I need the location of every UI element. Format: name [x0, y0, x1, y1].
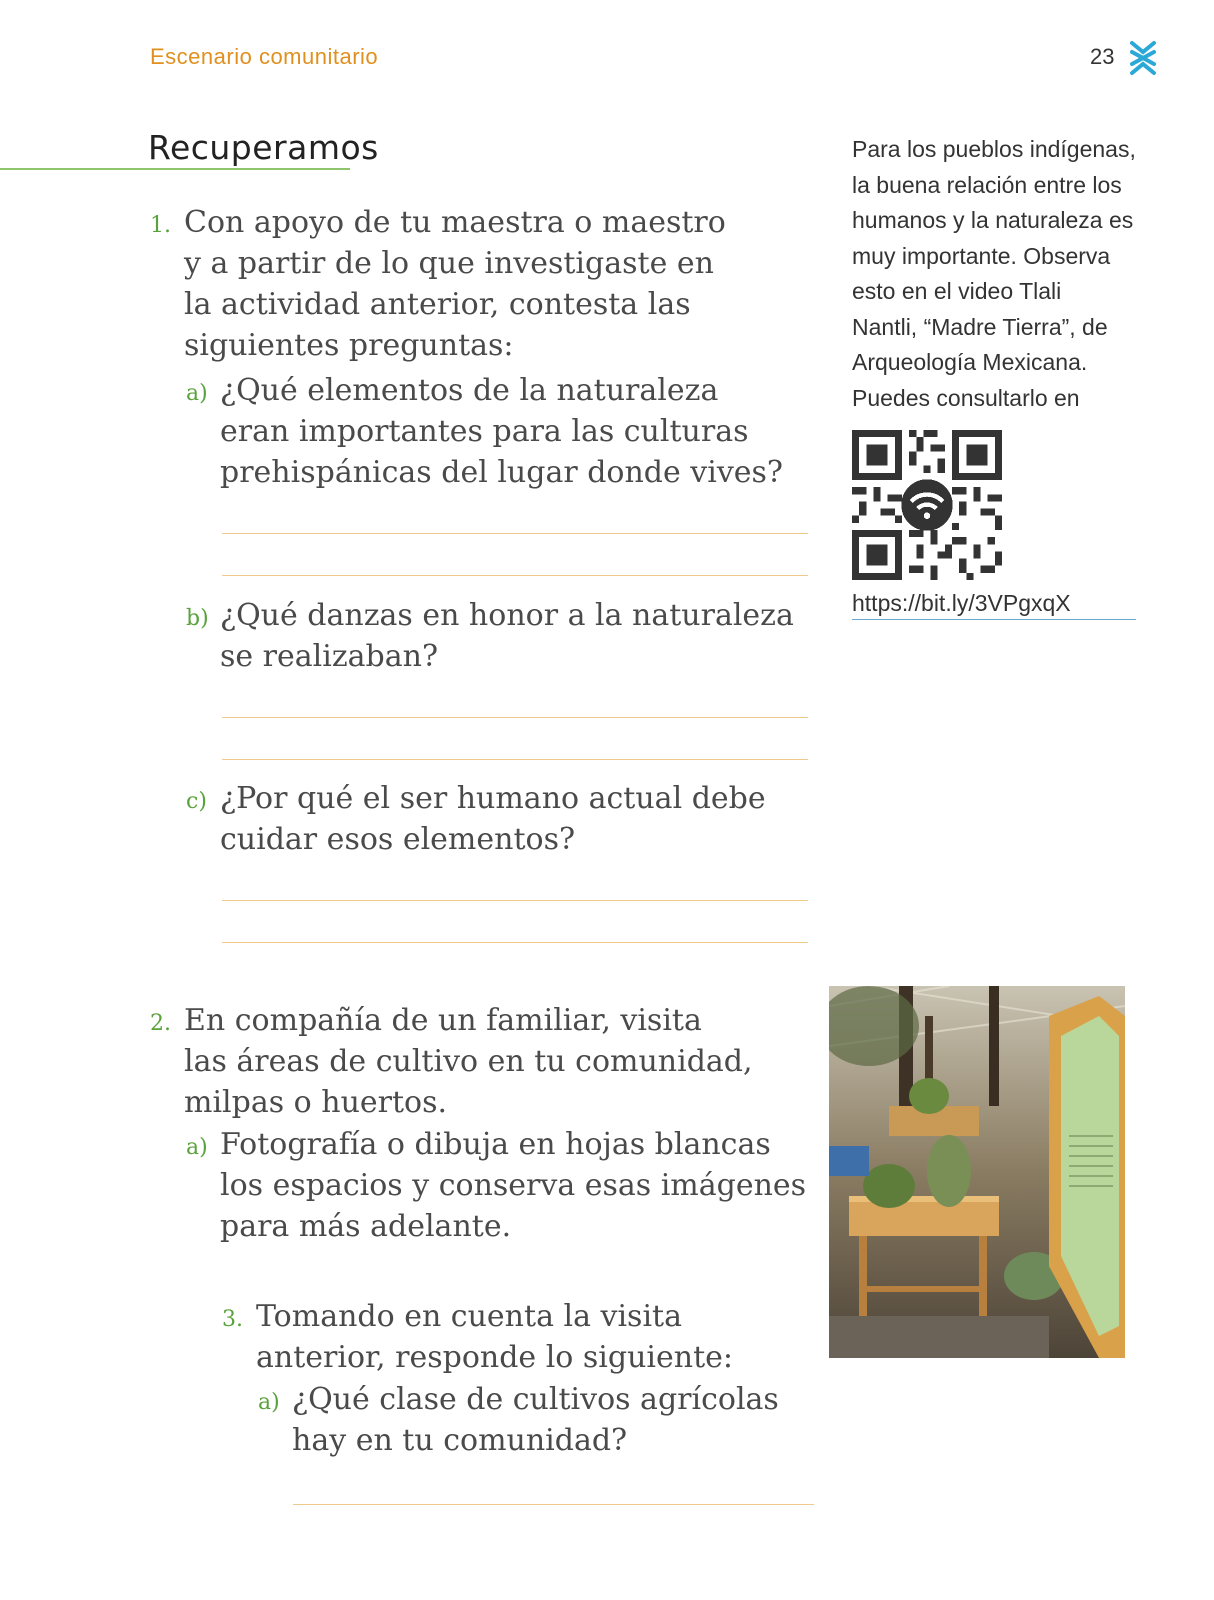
question-line: anterior, responde lo siguiente:	[256, 1340, 733, 1375]
question-line: los espacios y conserva esas imágenes	[220, 1168, 807, 1203]
sidebar-line: Puedes consultarlo en	[852, 384, 1080, 411]
question-line: Fotografía o dibuja en hojas blancas	[220, 1127, 771, 1162]
question-line: ¿Qué danzas en honor a la naturaleza	[220, 598, 794, 633]
answer-line[interactable]	[222, 717, 808, 718]
question-1-text	[184, 202, 726, 366]
link-underline	[852, 619, 1136, 620]
answer-line[interactable]	[293, 1504, 814, 1505]
question-line: y a partir de lo que investigaste en	[184, 246, 714, 281]
wifi-icon	[901, 479, 952, 530]
item-letter: a)	[186, 381, 208, 406]
sidebar-note	[852, 132, 1152, 416]
question-3-text	[256, 1296, 733, 1378]
question-line: En compañía de un familiar, visita	[184, 1003, 702, 1038]
question-line: ¿Qué elementos de la naturaleza	[220, 373, 719, 408]
question-line: Tomando en cuenta la visita	[256, 1299, 682, 1334]
sidebar-line: esto en el video Tlali	[852, 278, 1062, 304]
answer-line[interactable]	[222, 900, 808, 901]
question-line: se realizaban?	[220, 639, 439, 674]
question-3a-text	[292, 1379, 779, 1461]
question-line: hay en tu comunidad?	[292, 1423, 628, 1458]
item-letter: b)	[186, 606, 209, 631]
sidebar-line: Nantli, “Madre Tierra”, de	[852, 313, 1108, 340]
question-1b-text	[220, 595, 794, 677]
question-line: Con apoyo de tu maestra o maestro	[184, 205, 726, 240]
page-number: 23	[1090, 44, 1115, 69]
answer-line[interactable]	[222, 575, 808, 576]
question-line: siguientes preguntas:	[184, 328, 514, 363]
title-underline	[0, 168, 350, 170]
sidebar-line: muy importante. Observa	[852, 242, 1111, 269]
question-line: milpas o huertos.	[184, 1085, 448, 1120]
question-3-number: 3.	[222, 1307, 243, 1332]
sidebar-line: humanos y la naturaleza es	[852, 207, 1134, 233]
section-title: Recuperamos	[148, 128, 379, 167]
question-2-number: 2.	[150, 1011, 171, 1036]
item-letter: a)	[258, 1390, 280, 1415]
question-line: la actividad anterior, contesta las	[184, 287, 691, 322]
question-1c-text	[220, 778, 766, 860]
answer-line[interactable]	[222, 942, 808, 943]
question-line: para más adelante.	[220, 1209, 512, 1244]
header-label: Escenario comunitario	[150, 44, 379, 69]
question-1-number-wrap	[150, 202, 171, 246]
question-1a-text	[220, 370, 783, 493]
question-1-number: 1.	[150, 213, 171, 238]
item-letter: a)	[186, 1135, 208, 1160]
question-2a-text	[220, 1124, 806, 1247]
question-2-text	[184, 1000, 753, 1123]
question-line: prehispánicas del lugar donde vives?	[220, 455, 784, 490]
garden-photo	[829, 986, 1125, 1358]
sidebar-line: Arqueología Mexicana.	[852, 349, 1088, 375]
sidebar-line: la buena relación entre los	[852, 171, 1122, 198]
question-line: ¿Por qué el ser humano actual debe	[220, 781, 766, 816]
question-line: eran importantes para las culturas	[220, 414, 749, 449]
sidebar-line: Para los pueblos indígenas,	[852, 136, 1136, 162]
question-line: las áreas de cultivo en tu comunidad,	[184, 1044, 753, 1079]
answer-line[interactable]	[222, 533, 808, 534]
ornament-icon	[1127, 38, 1159, 78]
question-line: cuidar esos elementos?	[220, 822, 576, 857]
question-line: ¿Qué clase de cultivos agrícolas	[292, 1382, 779, 1417]
item-letter: c)	[186, 789, 207, 814]
video-link[interactable]: https://bit.ly/3VPgxqX	[852, 590, 1071, 616]
qr-code-icon[interactable]	[852, 430, 1002, 580]
answer-line[interactable]	[222, 759, 808, 760]
